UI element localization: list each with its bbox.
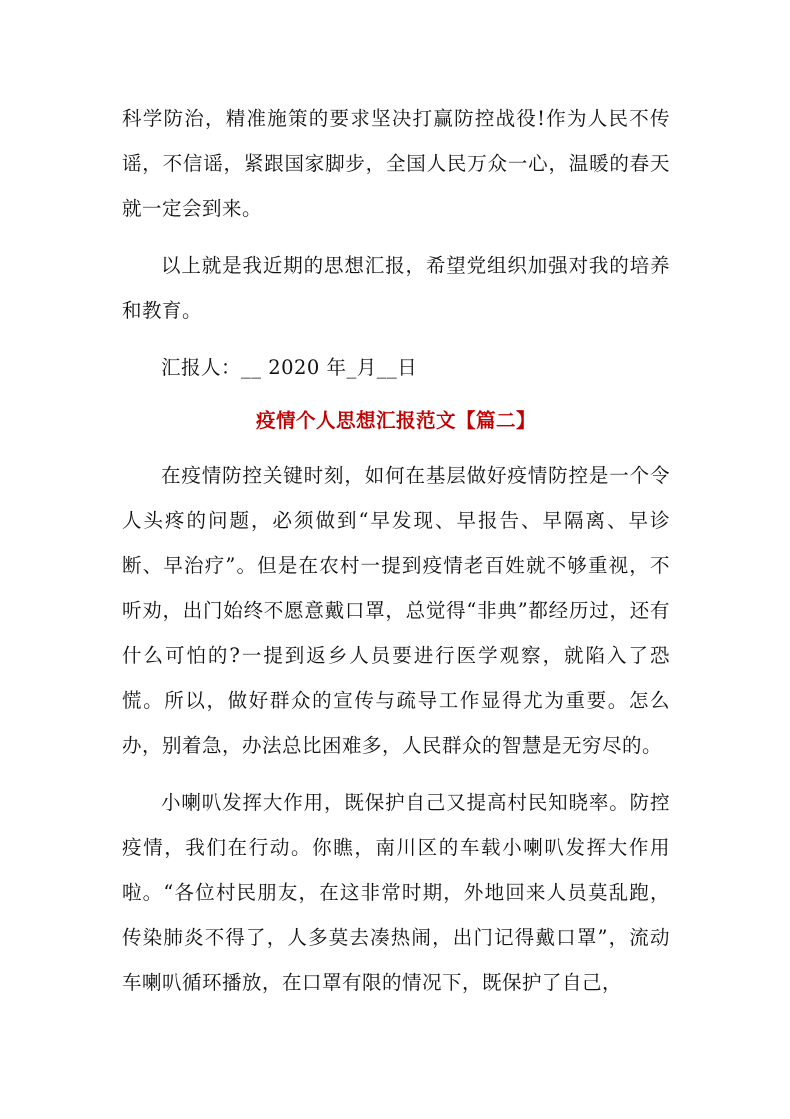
signature-line: 汇报人：__ 2020 年_月__日 bbox=[161, 356, 418, 379]
paragraph-body-1: 在疫情防控关键时刻，如何在基层做好疫情防控是一个令人头疼的问题，必须做到“早发现、早报告、早隔离、早诊断、早治疗”。但是在农村一提到疫情老百姓就不够重视，不听劝，出门始终不愿意戴口罩，总觉得“非典”都经历过，还有什么可怕的?一提到返乡人员要进行医学观察，就陷入了恐慌。所以，做好群众的宣传与疏导工作显得尤为重要。怎么办，别着急，办法总比困难多，人民群众的智慧是无穷尽的。 bbox=[122, 464, 670, 757]
paragraph-body-2: 小喇叭发挥大作用，既保护自己又提高村民知晓率。防控疫情，我们在行动。你瞧，南川区的车载小喇叭发挥大作用啦。“各位村民朋友，在这非常时期，外地回来人员莫乱跑，传染肺炎不得了，人多莫去凑热闹，出门记得戴口罩”，流动车喇叭循环播放，在口罩有限的情况下，既保护了自己， bbox=[122, 791, 670, 994]
section-title: 疫情个人思想汇报范文【篇二】 bbox=[255, 409, 536, 432]
paragraph-continued: 科学防治，精准施策的要求坚决打赢防控战役!作为人民不传谣，不信谣，紧跟国家脚步，全国人民万众一心，温暖的春天就一定会到来。 bbox=[122, 107, 670, 220]
paragraph-closing: 以上就是我近期的思想汇报，希望党组织加强对我的培养和教育。 bbox=[122, 254, 670, 322]
document-page bbox=[122, 96, 670, 1017]
